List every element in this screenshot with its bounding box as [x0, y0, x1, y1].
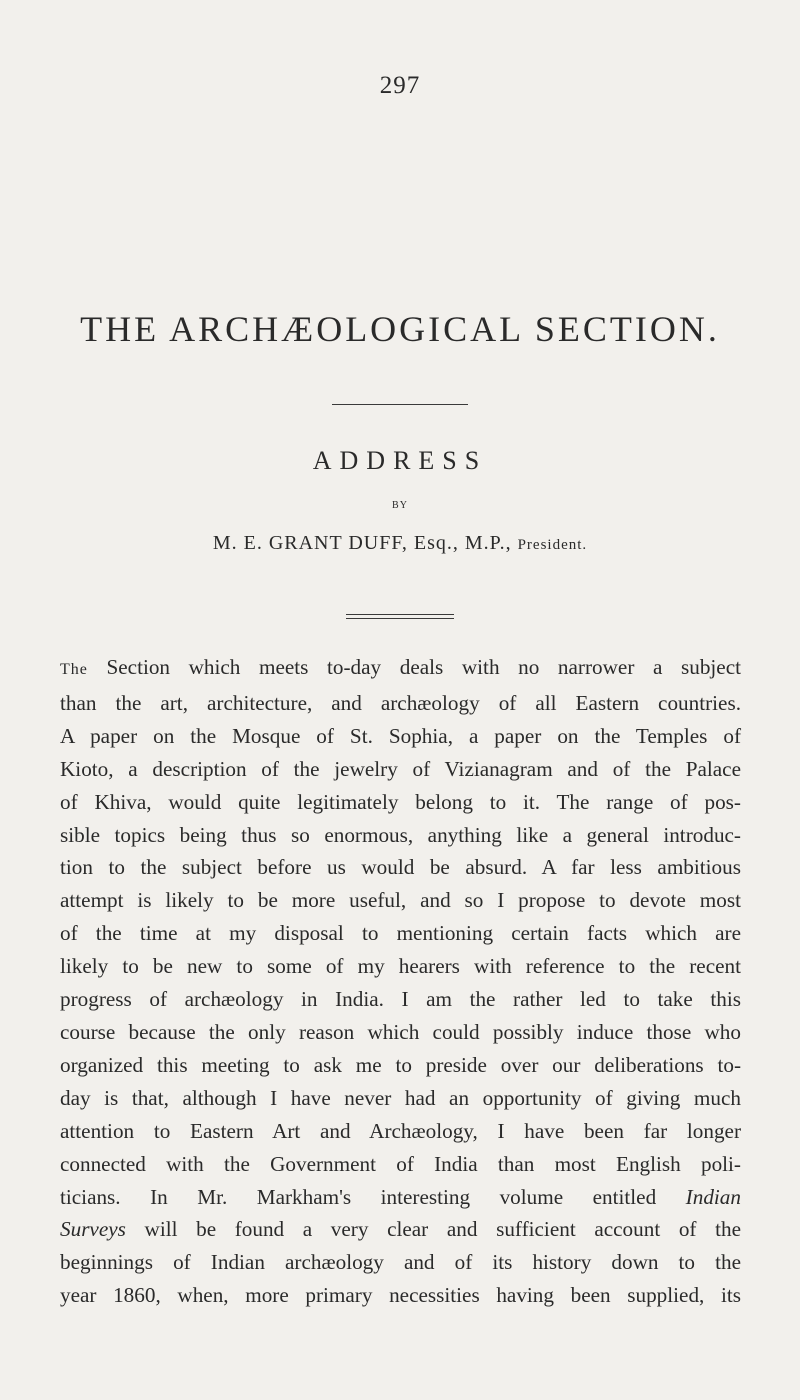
body-line-18: [60, 1213, 741, 1246]
body-line: sible topics being thus so enormous, anything like a general introduc-: [60, 822, 741, 847]
body-line-17-text: ticians. In Mr. Markham's interesting volume entitled: [60, 1184, 686, 1209]
body-line: day is that, although I have never had an opportunity of giving much: [60, 1085, 741, 1110]
body-line: course because the only reason which could possibly induce those who: [60, 1019, 741, 1044]
author-line: [0, 532, 800, 555]
author-role: President.: [517, 537, 588, 553]
body-line: Kioto, a description of the jewelry of Vizianagram and of the Palace: [60, 756, 741, 781]
body-line: likely to be new to some of my hearers with reference to the recent: [60, 954, 741, 979]
body-line: than the art, architecture, and archæology of all Eastern countries.: [60, 690, 741, 715]
page-number: 297: [379, 72, 421, 99]
body-line: of Khiva, would quite legitimately belong to it. The range of pos-: [60, 789, 741, 814]
body-line: of the time at my disposal to mentioning certain facts which are: [60, 921, 741, 946]
title-rule: [332, 404, 468, 405]
by-label: BY: [392, 500, 408, 511]
body-line: A paper on the Mosque of St. Sophia, a paper on the Temples of: [60, 723, 741, 748]
author-name: M. E. GRANT DUFF, Esq., M.P.,: [212, 532, 518, 554]
body-line-1: [60, 651, 741, 687]
body-line-17: [60, 1181, 741, 1214]
section-title: THE ARCHÆOLOGICAL SECTION.: [80, 309, 720, 349]
body-line: organized this meeting to ask me to preside over our deliberations to-: [60, 1052, 741, 1077]
body-text: [60, 651, 741, 1312]
body-line: connected with the Government of India than most English poli-: [60, 1151, 741, 1176]
body-line: year 1860, when, more primary necessities having been supplied, its: [60, 1283, 741, 1308]
lead-word: The: [60, 661, 88, 678]
double-rule: [346, 614, 454, 619]
italic-indian: Indian: [685, 1184, 741, 1209]
address-heading: ADDRESS: [312, 446, 488, 475]
italic-surveys: Surveys: [60, 1217, 126, 1242]
body-line-18-text: will be found a very clear and sufficient account of the: [125, 1217, 741, 1242]
body-line-1-rest: Section which meets to-day deals with no narrower a subject: [87, 655, 741, 679]
body-line: beginnings of Indian archæology and of its history down to the: [60, 1250, 741, 1275]
body-line: attention to Eastern Art and Archæology, I have been far longer: [60, 1118, 741, 1143]
body-line: tion to the subject before us would be absurd. A far less ambitious: [60, 855, 741, 880]
body-line: progress of archæology in India. I am the rather led to take this: [60, 987, 741, 1012]
body-line: attempt is likely to be more useful, and so I propose to devote most: [60, 888, 741, 913]
